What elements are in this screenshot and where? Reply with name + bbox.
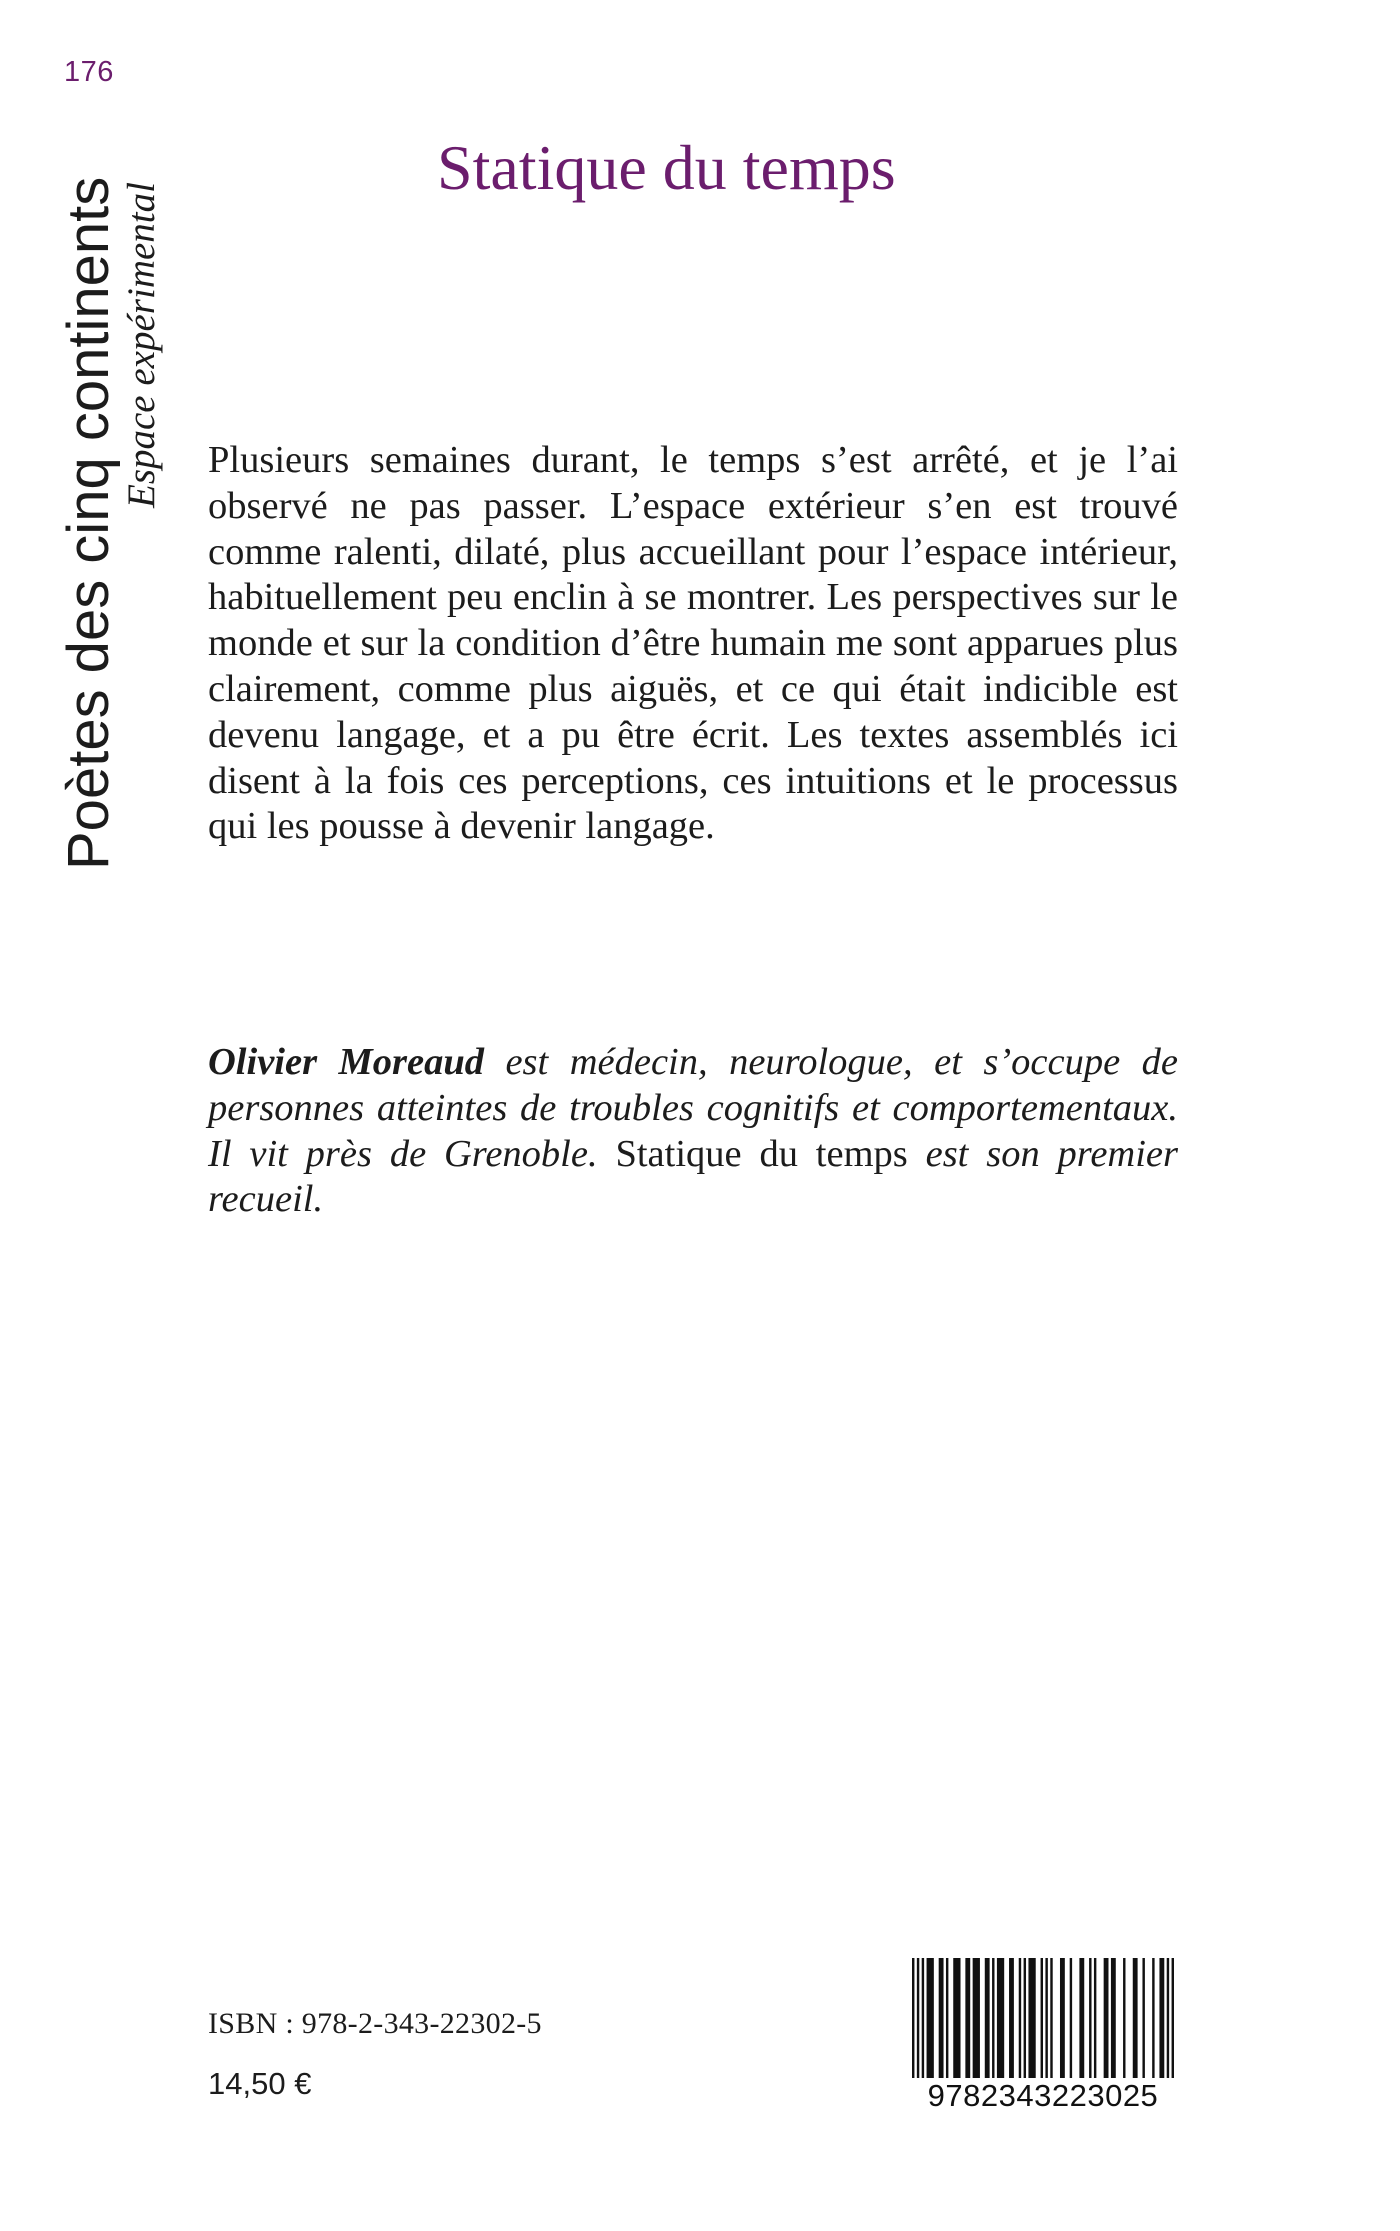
barcode-bar: [1094, 1958, 1096, 2083]
barcode-bar: [953, 1958, 960, 2083]
barcode-bar: [1028, 1958, 1035, 2083]
barcode-bar: [1133, 1958, 1138, 2083]
barcode-bar: [992, 1958, 994, 2083]
barcode-digits: 9782343223025: [908, 2078, 1178, 2114]
barcode-bar: [1123, 1958, 1125, 2083]
barcode-bar: [1079, 1958, 1084, 2083]
barcode-bar: [1172, 1958, 1174, 2083]
barcode-bar: [1111, 1958, 1116, 2083]
barcode-bar: [1045, 1958, 1047, 2083]
series-number: 176: [64, 56, 114, 88]
author-name: Olivier Moreaud: [208, 1041, 484, 1083]
series-spine: [0, 0, 200, 900]
barcode-bar: [985, 1958, 990, 2083]
bio-book-reference: Statique du temps: [615, 1132, 908, 1175]
barcode-bar: [927, 1958, 934, 2083]
barcode-bar: [1159, 1958, 1164, 2083]
barcode-bar: [1009, 1958, 1014, 2083]
barcode-bar: [939, 1958, 944, 2083]
barcode-bar: [1041, 1958, 1043, 2083]
series-title: Poètes des cinq continents: [56, 176, 121, 870]
barcode-bar: [917, 1958, 919, 2083]
barcode-bar: [1142, 1958, 1144, 2083]
barcode-bar: [1070, 1958, 1072, 2083]
blurb-paragraph: Plusieurs semaines durant, le temps s’est arrêté, et je l’ai observé ne pas passer. L’espace extérieur s’en est trouvé comme ralenti, dilaté, plus accueillant pour l’espace intérieur, habituellement peu enclin à se montrer. Les perspectives sur le monde et sur la condition d’être humain me sont apparues plus clairement, comme plus aiguës, et ce qui était indicible est devenu langage, et a pu être écrit. Les textes assemblés ici disent à la fois ces perceptions, ces intuitions et le processus qui les pousse à devenir langage.: [208, 439, 1178, 848]
barcode-bar: [997, 1958, 1004, 2083]
barcode-bar: [965, 1958, 970, 2083]
barcode-bar: [1152, 1958, 1154, 2083]
price: 14,50 €: [208, 2066, 312, 2101]
barcode-bar: [1167, 1958, 1169, 2083]
isbn: ISBN : 978-2-343-22302-5: [208, 2007, 542, 2040]
barcode-bar: [1104, 1958, 1109, 2083]
barcode-bar: [1019, 1958, 1021, 2083]
barcode-bar: [1089, 1958, 1091, 2083]
barcode: [908, 1958, 1178, 2113]
book-title: Statique du temps: [437, 132, 896, 203]
barcode-bar: [946, 1958, 948, 2083]
barcode-bars: [908, 1958, 1178, 2083]
author-bio: [208, 1040, 1178, 1223]
barcode-bar: [922, 1958, 924, 2083]
barcode-bar: [973, 1958, 980, 2083]
barcode-bar: [1024, 1958, 1026, 2083]
barcode-bar: [1060, 1958, 1065, 2083]
bio-text-2: est son premier recueil.: [208, 1132, 1178, 1221]
barcode-bar: [912, 1958, 914, 2083]
series-subtitle: Espace expérimental: [120, 182, 163, 508]
barcode-bar: [1050, 1958, 1052, 2083]
bio-text-1: est médecin, neurologue, et s’occupe de personnes atteintes de troubles cognitifs et comportementaux. Il vit près de Grenoble.: [208, 1041, 1178, 1175]
